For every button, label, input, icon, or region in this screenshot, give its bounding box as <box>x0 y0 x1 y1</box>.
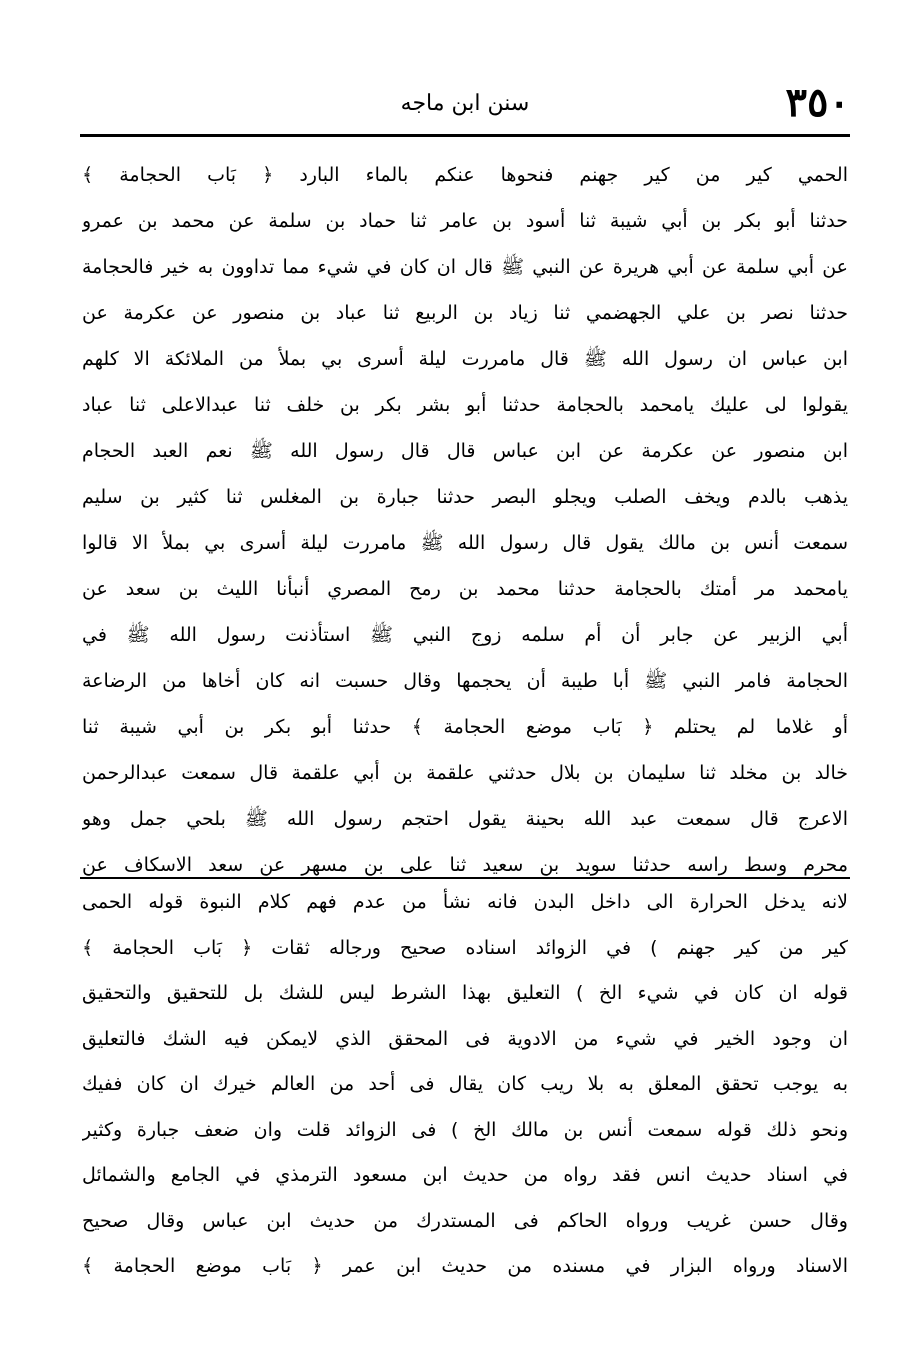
main-text <box>82 152 848 888</box>
text-line: أو غلاما لم يحتلم ﴿ بَاب موضع الحجامة ﴾ حدثنا أبو بكر بن أبي شيبة ثنا <box>82 716 848 738</box>
text-line: ابن منصور عن عكرمة عن ابن عباس قال قال رسول الله ﷺ نعم العبد الحجام <box>82 440 848 462</box>
text-line: أبي الزبير عن جابر أن أم سلمه زوج النبي ﷺ استأذنت رسول الله ﷺ في <box>82 624 848 646</box>
note-line: ان وجود الخير في شيء من الادوية فى المحقق الذي لايمكن فيه الشك فالتعليق <box>82 1027 848 1050</box>
running-title: سنن ابن ماجه <box>400 91 530 116</box>
note-line: ونحو ذلك قوله سمعت أنس بن مالك الخ ) فى الزوائد قلت وان ضعف جبارة وكثير <box>82 1118 848 1141</box>
text-line: ابن عباس ان رسول الله ﷺ قال مامررت ليلة أسرى بي بملأ من الملائكة الا كلهم <box>82 348 848 370</box>
page-header <box>80 78 850 128</box>
note-line: لانه يدخل الحرارة الى داخل البدن فانه نشأ من عدم فهم كلام النبوة قوله الحمى <box>82 891 848 913</box>
text-line: محرم وسط راسه حدثنا سويد بن سعيد ثنا على بن مسهر عن سعد الاسكاف عن <box>82 854 848 876</box>
text-line: حدثنا نصر بن علي الجهضمي ثنا زياد بن الربيع ثنا عباد بن منصور عن عكرمة عن <box>82 302 848 324</box>
text-line: يقولوا لى عليك يامحمد بالحجامة حدثنا أبو بشر بكر بن خلف ثنا عبدالاعلى ثنا عباد <box>82 394 848 416</box>
note-line: في اسناد حديث انس فقد رواه من حديث ابن مسعود الترمذي في الجامع والشمائل <box>82 1164 848 1186</box>
text-line: يامحمد مر أمتك بالحجامة حدثنا محمد بن رمح المصري أنبأنا الليث بن سعد عن <box>82 578 848 600</box>
text-line: عن أبي سلمة عن أبي هريرة عن النبي ﷺ قال ان كان في شيء مما تداوون به خير فالحجامة <box>82 256 848 278</box>
note-line: كير من كير جهنم ) في الزوائد اسناده صحيح ورجاله ثقات ﴿ بَاب الحجامة ﴾ <box>82 936 848 959</box>
note-line: قوله ان كان في شيء الخ ) التعليق بهذا الشرط ليس للشك بل للتحقيق والتحقيق <box>82 982 848 1004</box>
footnote-rule <box>80 877 850 879</box>
text-line: سمعت أنس بن مالك يقول قال رسول الله ﷺ مامررت ليلة أسرى بي بملأ الا قالوا <box>82 532 848 554</box>
text-line: الحمي كير من كير جهنم فنحوها عنكم بالماء البارد ﴿ بَاب الحجامة ﴾ <box>82 164 848 186</box>
note-line: وقال حسن غريب ورواه الحاكم فى المستدرك من حديث ابن عباس وقال صحيح <box>82 1209 848 1232</box>
text-line: يذهب بالدم ويخف الصلب ويجلو البصر حدثنا جبارة بن المغلس ثنا كثير بن سليم <box>82 486 848 508</box>
commentary-notes <box>82 880 848 1290</box>
text-line: خالد بن مخلد ثنا سليمان بن بلال حدثني علقمة بن أبي علقمة قال سمعت عبدالرحمن <box>82 762 848 784</box>
text-line: الاعرج قال سمعت عبد الله بحينة يقول احتجم رسول الله ﷺ بلحي جمل وهو <box>82 808 848 830</box>
note-line: الاسناد ورواه البزار في مسنده من حديث ابن عمر ﴿ بَاب موضع الحجامة ﴾ <box>82 1255 848 1277</box>
note-line: به يوجب تحقق المعلق به بلا ريب كان يقال فى أحد من العالم خيرك ان كان ففيك <box>82 1073 848 1095</box>
text-line: الحجامة فامر النبي ﷺ أبا طيبة أن يحجمها وقال حسبت انه كان أخاها من الرضاعة <box>82 670 848 692</box>
page-number: ٣٥٠ <box>785 79 850 126</box>
header-rule <box>80 134 850 137</box>
text-line: حدثنا أبو بكر بن أبي شيبة ثنا أسود بن عامر ثنا حماد بن سلمة عن محمد بن عمرو <box>82 210 848 232</box>
